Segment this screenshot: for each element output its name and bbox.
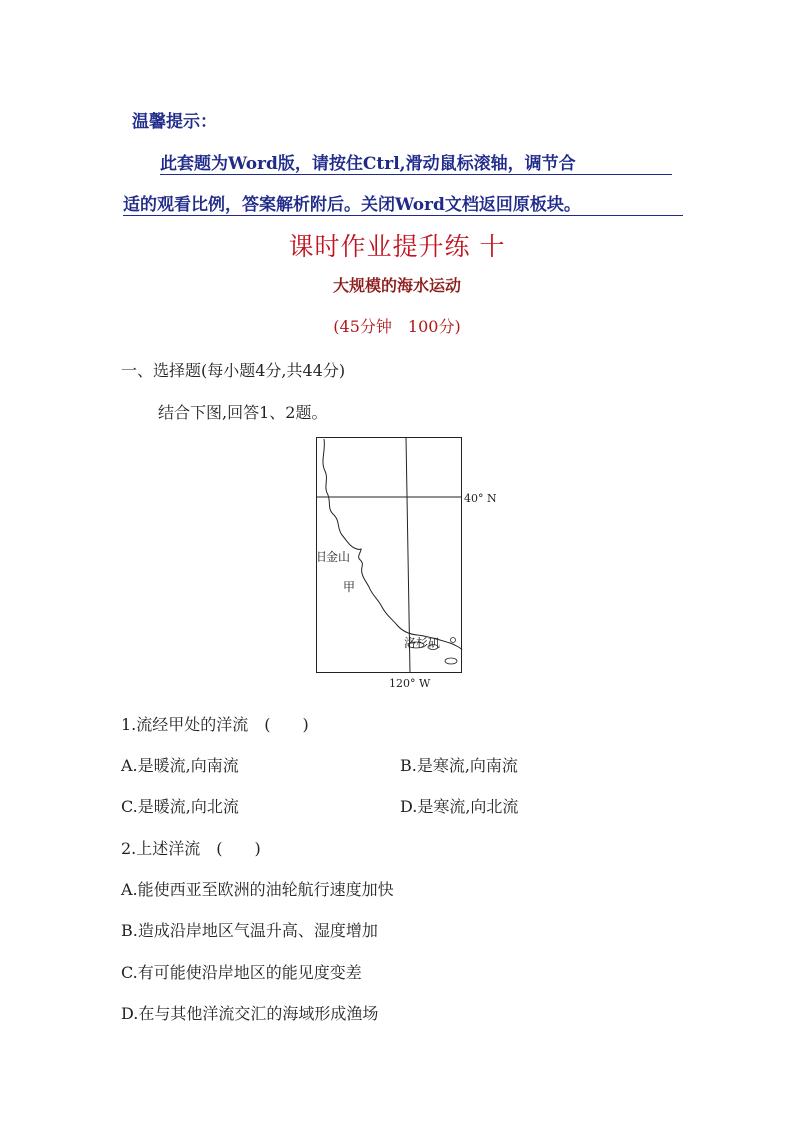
san-francisco-label: 旧金山 — [316, 550, 351, 564]
question-1-stem: 1.流经甲处的洋流 ( ) — [121, 715, 309, 734]
question-1-option-a: A.是暖流,向南流 — [121, 756, 239, 775]
los-angeles-label: 洛杉矶 — [404, 636, 441, 650]
question-1-option-b: B.是寒流,向南流 — [400, 756, 518, 775]
map-figure — [316, 437, 496, 695]
point-jia-label: 甲 — [343, 580, 356, 594]
la-city-marker — [451, 638, 456, 643]
question-1-option-d: D.是寒流,向北流 — [400, 797, 519, 816]
tip-line-1: 此套题为Word版，请按住Ctrl,滑动鼠标滚轴，调节合 — [160, 149, 672, 175]
question-2-option-a: A.能使西亚至欧洲的油轮航行速度加快 — [121, 880, 394, 899]
section-heading: 一、选择题(每小题4分,共44分) — [121, 361, 346, 380]
longitude-label: 120° W — [389, 677, 431, 690]
latitude-label: 40° N — [464, 492, 496, 505]
page-subtitle: 大规模的海水运动 — [332, 276, 461, 295]
question-intro: 结合下图,回答1、2题。 — [158, 403, 328, 422]
question-1-option-c: C.是暖流,向北流 — [121, 797, 239, 816]
question-2-stem: 2.上述洋流 ( ) — [121, 839, 261, 858]
time-score: (45分钟 100分) — [333, 317, 461, 336]
coast-map — [316, 437, 496, 699]
page-title: 课时作业提升练 十 — [288, 232, 506, 261]
tip-title: 温馨提示： — [132, 112, 217, 132]
tip-line-2: 适的观看比例，答案解析附后。关闭Word文档返回原板块。 — [123, 190, 683, 216]
question-2-option-d: D.在与其他洋流交汇的海域形成渔场 — [121, 1004, 379, 1023]
coastline — [323, 439, 462, 650]
question-2-option-b: B.造成沿岸地区气温升高、湿度增加 — [121, 921, 378, 940]
question-2-option-c: C.有可能使沿岸地区的能见度变差 — [121, 963, 362, 982]
island-3 — [445, 658, 457, 664]
